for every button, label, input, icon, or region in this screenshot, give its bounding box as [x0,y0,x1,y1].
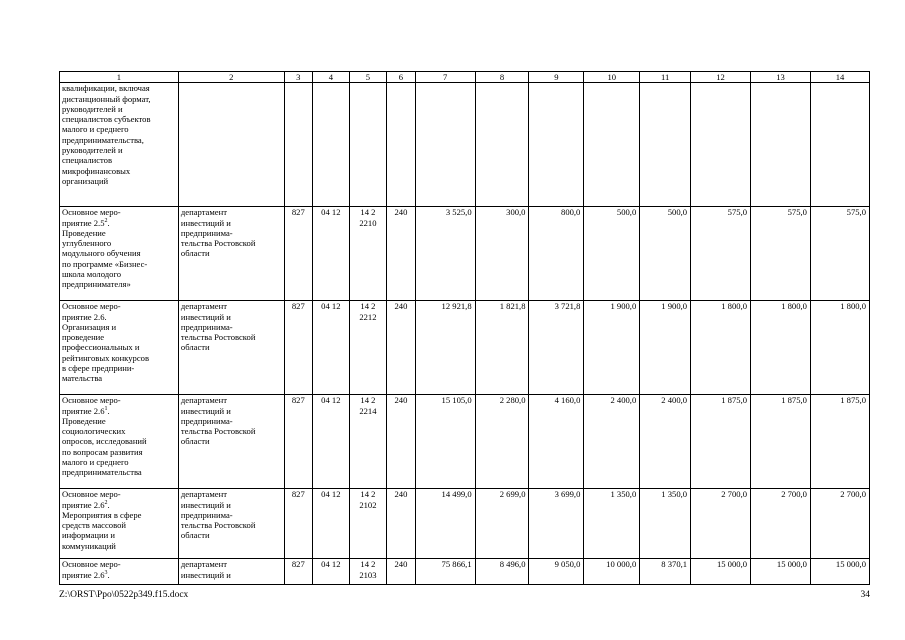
section-code-cell: 04 12 [313,207,350,301]
ministry-code-cell [284,83,312,207]
department-line: тельства Ростовской [180,426,256,437]
activity-name-cell [60,301,179,395]
responsible-department-cell [178,83,284,207]
column-number: 14 [810,72,869,83]
activity-title-text: Основное меро- [62,395,121,406]
column-number: 12 [691,72,751,83]
amount-cell: 1 821,8 [475,301,529,395]
section-code-cell [313,83,350,207]
amount-cell: 12 921,8 [415,301,475,395]
activity-number-superscript: 1 [104,405,108,412]
amount-cell [691,83,751,207]
activity-name-cell [60,207,179,301]
table-row [60,489,870,559]
amount-cell [584,83,640,207]
department-line: инвестиций и [180,405,231,416]
activity-title-punctuation: . [107,405,110,416]
table-row [60,559,870,585]
amount-cell [751,83,811,207]
target-code-cell: 14 2 2102 [349,489,387,559]
amount-cell: 800,0 [529,207,584,301]
column-number: 8 [475,72,529,83]
table-row [60,207,870,301]
activity-description-line: руководителей и [62,103,123,114]
section-code-cell: 04 12 [313,395,350,489]
activity-description-line: квалификации, включая [62,83,150,94]
department-line: области [180,530,210,541]
ministry-code-cell: 827 [284,559,312,585]
department-line: тельства Ростовской [180,520,256,531]
activity-description-line: предпринимательства [62,467,142,478]
target-code-cell: 14 2 2212 [349,301,387,395]
activity-name-cell [60,395,179,489]
amount-cell: 2 700,0 [751,489,811,559]
department-line: тельства Ростовской [180,238,256,249]
amount-cell: 1 875,0 [691,395,751,489]
department-line: инвестиций и [180,217,231,228]
department-line: тельства Ростовской [180,332,256,343]
activity-description-line: Проведение [62,415,106,426]
activity-description-line: социологических [62,426,126,437]
table-row [60,301,870,395]
expense-type-cell [387,83,415,207]
activity-title-punctuation: . [107,499,110,510]
department-line: департамент [180,559,227,570]
activity-title-line [62,559,176,569]
ministry-code-cell: 827 [284,489,312,559]
responsible-department-cell [178,207,284,301]
responsible-department-cell [178,395,284,489]
amount-cell [529,83,584,207]
activity-title-line [62,312,176,322]
responsible-department-cell [178,301,284,395]
activity-description-line: школа молодого [62,269,122,280]
column-number: 13 [751,72,811,83]
amount-cell: 575,0 [751,207,811,301]
amount-cell [475,83,529,207]
amount-cell: 2 700,0 [810,489,869,559]
target-code-cell: 14 2 2210 [349,207,387,301]
ministry-code-cell: 827 [284,207,312,301]
activity-title-text: Основное меро- [62,489,121,500]
ministry-code-cell: 827 [284,301,312,395]
table-row [60,395,870,489]
expense-type-cell: 240 [387,301,415,395]
activity-title-text: приятие 2.6 [62,569,105,580]
department-line: департамент [180,489,227,500]
amount-cell: 3 721,8 [529,301,584,395]
activity-title-punctuation: . [107,217,110,228]
amount-cell: 15 000,0 [691,559,751,585]
department-line: департамент [180,301,227,312]
activity-name-cell [60,83,179,207]
section-code-cell: 04 12 [313,559,350,585]
expense-type-cell: 240 [387,395,415,489]
activity-description-line: опросов, исследований [62,436,147,447]
amount-cell: 2 700,0 [691,489,751,559]
department-line: инвестиций и [180,569,231,580]
amount-cell [810,83,869,207]
department-line: инвестиций и [180,311,231,322]
activity-title-text: приятие 2.6 [62,499,105,510]
amount-cell: 1 350,0 [584,489,640,559]
amount-cell: 300,0 [475,207,529,301]
department-line: предпринима- [180,321,233,332]
activity-title-text: Основное меро- [62,207,121,218]
amount-cell: 3 525,0 [415,207,475,301]
activity-description-line: рейтинговых конкурсов [62,352,149,363]
department-line: предпринима- [180,415,233,426]
amount-cell: 15 000,0 [810,559,869,585]
amount-cell: 1 800,0 [751,301,811,395]
column-number: 6 [387,72,415,83]
footer-file-path: Z:\ORST\Ppo\0522p349.f15.docx [59,590,189,600]
department-line: инвестиций и [180,499,231,510]
activity-description-line: предпринимательства, [62,134,144,145]
activity-description-line: Мероприятия в сфере [62,509,142,520]
amount-cell: 15 000,0 [751,559,811,585]
amount-cell: 9 050,0 [529,559,584,585]
activity-title-text: приятие 2.6 [62,405,105,416]
activity-description-line: проведение [62,332,105,343]
column-number: 9 [529,72,584,83]
target-code-cell: 14 2 2214 [349,395,387,489]
activity-description-line: углубленного [62,238,112,249]
activity-title-line [62,570,176,580]
activity-description-line: Проведение [62,227,106,238]
page-number: 34 [860,590,870,600]
column-number: 11 [640,72,691,83]
activity-description-line: информации и [62,530,115,541]
section-code-cell: 04 12 [313,489,350,559]
activity-description-line: средств массовой [62,520,126,531]
activity-description-line: мательства [62,373,103,384]
ministry-code-cell: 827 [284,395,312,489]
table-row [60,83,870,207]
activity-description-line: дистанционный формат, [62,93,151,104]
amount-cell: 10 000,0 [584,559,640,585]
activity-title-text: Основное меро- [62,301,121,312]
column-number: 10 [584,72,640,83]
activity-description-line: организаций [62,175,109,186]
activity-description-line: руководителей и [62,145,123,156]
amount-cell: 14 499,0 [415,489,475,559]
department-line: предпринима- [180,227,233,238]
amount-cell: 15 105,0 [415,395,475,489]
activity-title-line [62,395,176,405]
activity-description-line: по программе «Бизнес- [62,258,148,269]
amount-cell: 1 875,0 [810,395,869,489]
responsible-department-cell [178,559,284,585]
department-line: области [180,342,210,353]
amount-cell: 1 875,0 [751,395,811,489]
activity-name-cell [60,559,179,585]
activity-title-line [62,500,176,510]
activity-title-text: приятие 2.5 [62,217,105,228]
column-number-row [60,72,870,83]
activity-description-line: специалистов [62,155,113,166]
amount-cell: 8 370,1 [640,559,691,585]
column-number: 5 [349,72,387,83]
department-line: департамент [180,395,227,406]
activity-description-line: по вопросам развития [62,446,143,457]
amount-cell: 8 496,0 [475,559,529,585]
activity-description-line: профессиональных и [62,342,140,353]
activity-title-line [62,207,176,217]
amount-cell: 1 350,0 [640,489,691,559]
column-number: 4 [313,72,350,83]
section-code-cell: 04 12 [313,301,350,395]
activity-title-punctuation: . [107,569,110,580]
amount-cell: 1 800,0 [810,301,869,395]
activity-title-line [62,489,176,499]
amount-cell: 3 699,0 [529,489,584,559]
department-line: области [180,436,210,447]
activity-description-line: малого и среднего [62,124,129,135]
activity-description-line: специалистов субъектов [62,114,151,125]
column-number: 2 [178,72,284,83]
department-line: области [180,248,210,259]
target-code-cell: 14 2 2103 [349,559,387,585]
expense-type-cell: 240 [387,207,415,301]
amount-cell: 2 400,0 [640,395,691,489]
amount-cell [415,83,475,207]
activity-number-superscript: 2 [104,217,108,224]
expense-type-cell: 240 [387,489,415,559]
activity-description-line: модульного обучения [62,248,141,259]
amount-cell: 575,0 [810,207,869,301]
amount-cell: 500,0 [584,207,640,301]
activity-title-text: Основное меро- [62,559,121,570]
amount-cell: 75 866,1 [415,559,475,585]
amount-cell [640,83,691,207]
amount-cell: 1 900,0 [584,301,640,395]
amount-cell: 2 400,0 [584,395,640,489]
expense-type-cell: 240 [387,559,415,585]
amount-cell: 500,0 [640,207,691,301]
activity-description-line: микрофинансовых [62,165,131,176]
activity-description-line: коммуникаций [62,540,116,551]
activity-title-line [62,218,176,228]
target-code-cell [349,83,387,207]
department-line: департамент [180,207,227,218]
responsible-department-cell [178,489,284,559]
activity-number-superscript: 3 [104,569,108,576]
program-funding-table [59,71,870,585]
activity-title-line [62,406,176,416]
amount-cell: 2 280,0 [475,395,529,489]
activity-description-line: в сфере предприни- [62,363,135,374]
activity-description-line: предпринимателя» [62,279,131,290]
activity-description-line: малого и среднего [62,457,129,468]
activity-title-text: приятие 2.6. [62,311,107,322]
amount-cell: 1 900,0 [640,301,691,395]
activity-number-superscript: 2 [104,499,108,506]
activity-name-cell [60,489,179,559]
column-number: 3 [284,72,312,83]
table-body [60,72,870,585]
amount-cell: 575,0 [691,207,751,301]
column-number: 7 [415,72,475,83]
amount-cell: 2 699,0 [475,489,529,559]
activity-title-line [62,301,176,311]
amount-cell: 1 800,0 [691,301,751,395]
amount-cell: 4 160,0 [529,395,584,489]
column-number: 1 [60,72,179,83]
department-line: предпринима- [180,509,233,520]
activity-description-line: Организация и [62,321,117,332]
